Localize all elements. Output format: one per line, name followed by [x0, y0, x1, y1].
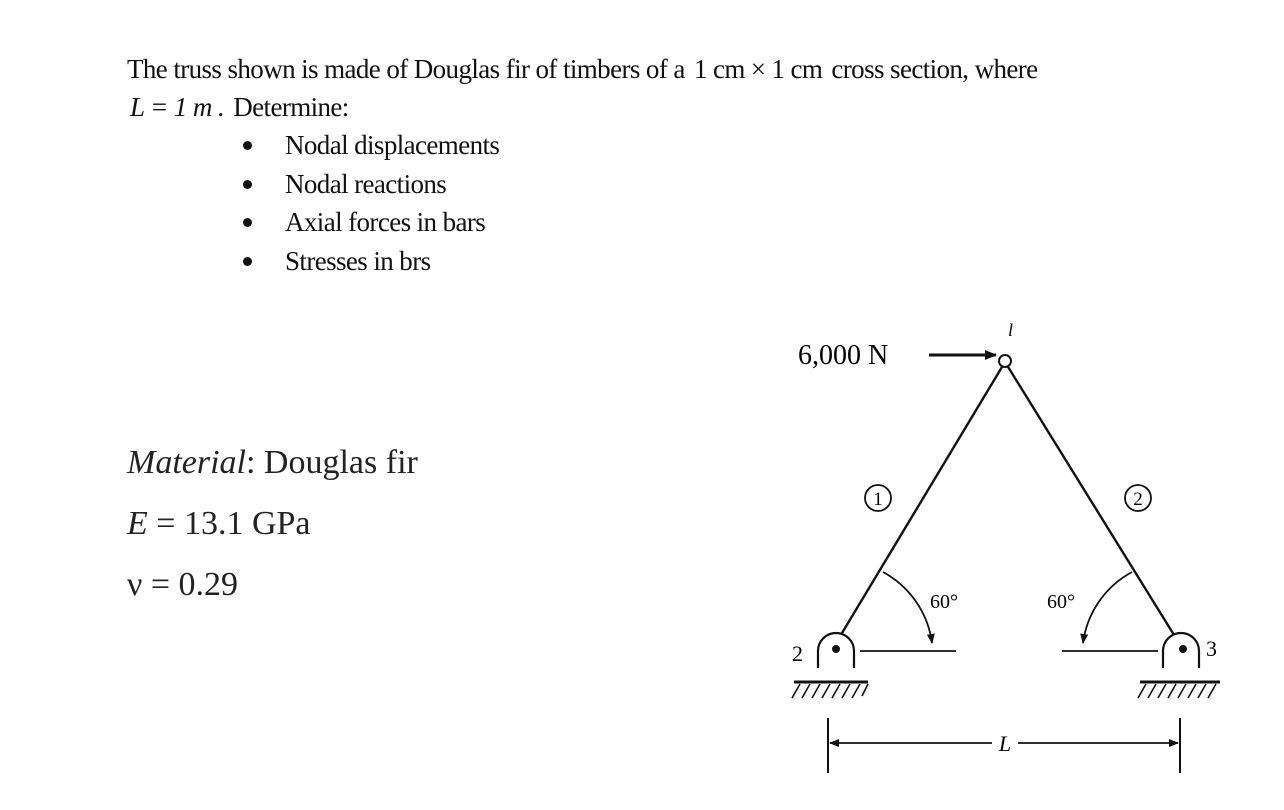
list-item: [243, 203, 1217, 242]
problem-line-2: [127, 88, 1217, 126]
right-angle-label: 60°: [1047, 591, 1075, 613]
node-3-pin: [1179, 645, 1187, 653]
truss-figure: [780, 318, 1240, 788]
task-label: Nodal displacements: [285, 130, 500, 160]
times-sign: ×: [750, 54, 766, 84]
task-list: [127, 126, 1217, 280]
bar-2-label: 2: [1133, 489, 1143, 510]
node-2-pin: [832, 645, 840, 653]
right-ground-hatch: [1138, 684, 1216, 698]
problem-intro: The truss shown is made of Douglas fir of timbers of a: [127, 54, 685, 84]
task-label: Stresses in brs: [285, 245, 431, 276]
list-item: [243, 165, 1217, 204]
list-item: [243, 242, 1217, 281]
left-angle-label: 60°: [930, 591, 958, 613]
length-expression: L = 1 m .: [130, 92, 225, 122]
left-ground-hatch: [792, 684, 868, 698]
right-angle-arc: [1083, 572, 1132, 643]
node-3-label: 3: [1206, 636, 1217, 661]
material-name: : Douglas fir: [245, 444, 418, 481]
bar-1-label: 1: [873, 489, 883, 510]
section-height: 1 cm: [771, 54, 823, 84]
node-1-pin: [999, 355, 1011, 367]
bar-2: [1005, 362, 1179, 643]
list-item: [243, 126, 1217, 165]
truss-diagram: [780, 318, 1240, 788]
problem-cross-section: cross section, where: [831, 54, 1038, 84]
modulus-line: [127, 493, 418, 554]
node-2-label: 2: [792, 641, 803, 666]
poisson-line: [127, 554, 418, 615]
material-properties: [127, 432, 418, 615]
bullet-icon: [243, 257, 252, 266]
node-1-label: l: [1008, 320, 1014, 340]
bullet-icon: [243, 218, 252, 227]
left-angle-arc: [883, 572, 932, 643]
bar-1: [836, 362, 1005, 643]
problem-statement: [127, 50, 1217, 280]
bullet-icon: [243, 180, 252, 189]
material-line: [127, 432, 418, 493]
poisson-symbol: ν: [127, 566, 143, 603]
modulus-symbol: E: [127, 505, 148, 542]
span-label: L: [998, 731, 1012, 756]
material-label: Material: [127, 444, 246, 481]
determine-label: Determine:: [233, 92, 349, 122]
load-label: 6,000 N: [798, 340, 889, 371]
section-width: 1 cm: [693, 54, 745, 84]
task-label: Nodal reactions: [285, 168, 447, 199]
modulus-value: = 13.1 GPa: [147, 505, 311, 542]
task-label: Axial forces in bars: [285, 207, 486, 237]
problem-line-1: [127, 50, 1217, 88]
bullet-icon: [243, 141, 252, 150]
poisson-value: = 0.29: [142, 566, 239, 603]
